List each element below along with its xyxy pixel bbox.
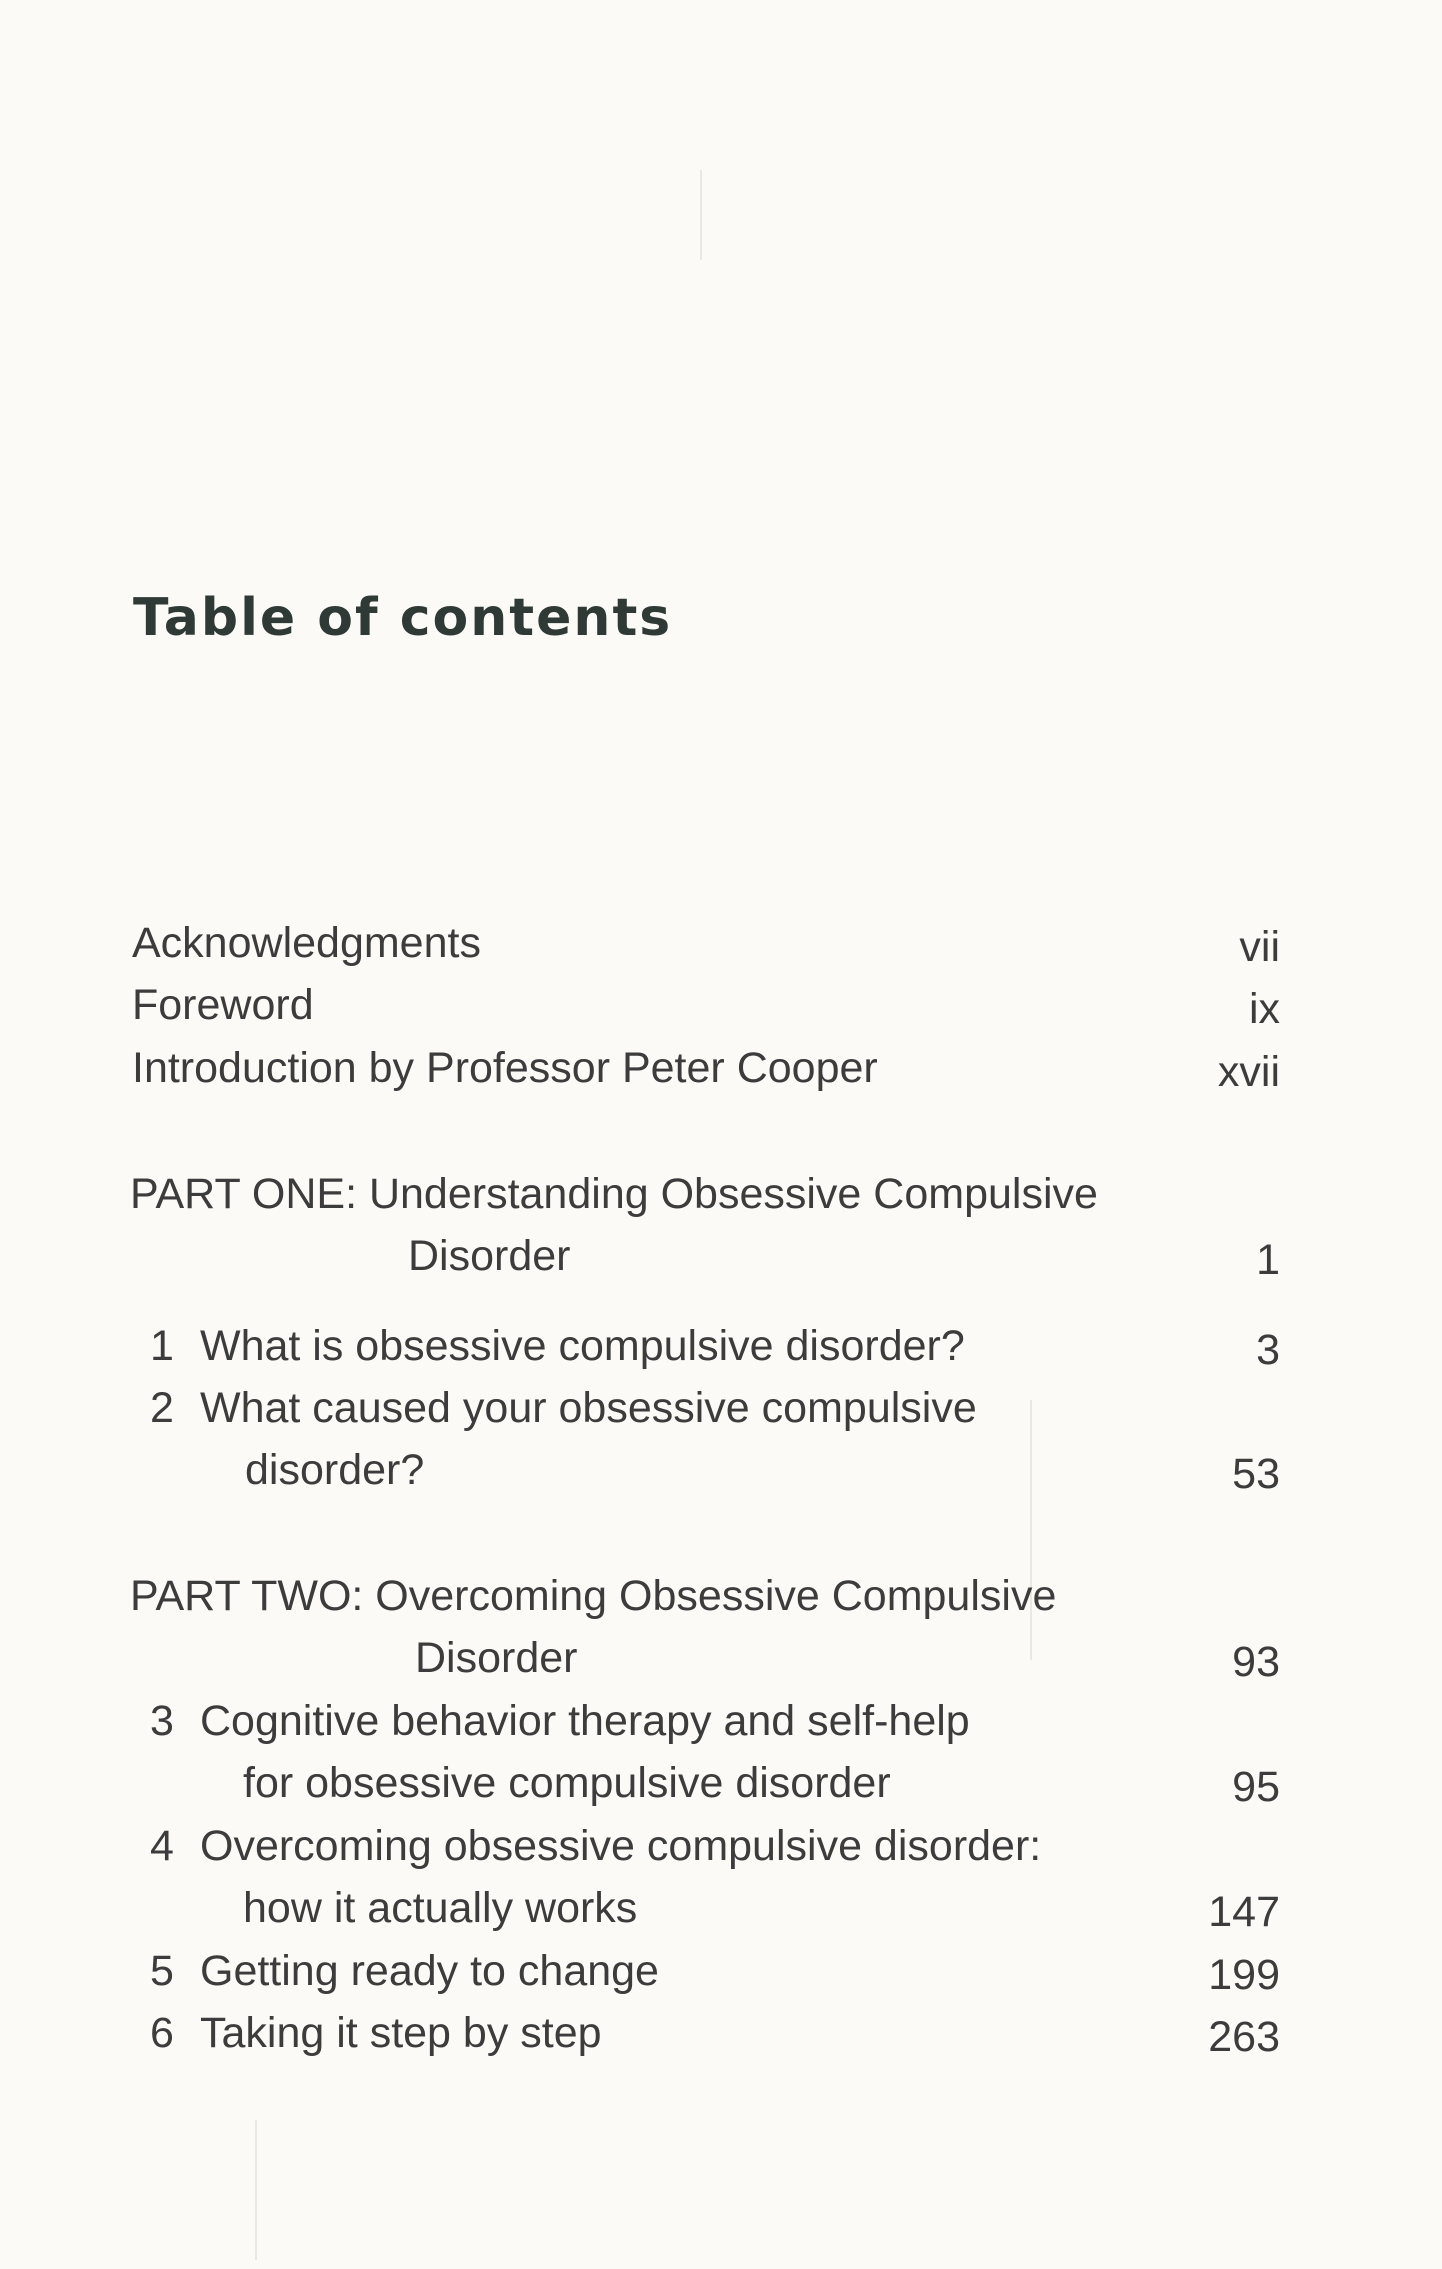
chapter-title: Taking it step by step [200, 2009, 602, 2057]
chapter-title: Getting ready to change [200, 1947, 659, 1995]
toc-chapter-1 [150, 1322, 965, 1370]
toc-page-part-one: 1 [1256, 1236, 1280, 1284]
toc-page-chapter-3: 95 [1232, 1763, 1280, 1811]
toc-part-two-heading-cont: Disorder [415, 1634, 578, 1682]
toc-page-chapter-2: 53 [1232, 1450, 1280, 1498]
toc-page-introduction: xvii [1217, 1048, 1280, 1096]
toc-page-chapter-1: 3 [1256, 1326, 1280, 1374]
toc-part-one-heading-cont: Disorder [408, 1232, 571, 1280]
chapter-number: 4 [150, 1822, 174, 1870]
toc-chapter-3 [150, 1697, 970, 1745]
chapter-number: 5 [150, 1947, 174, 1995]
chapter-number: 2 [150, 1384, 174, 1432]
toc-chapter-5 [150, 1947, 659, 1995]
chapter-number: 1 [150, 1322, 174, 1370]
toc-part-two-heading: PART TWO: Overcoming Obsessive Compulsive [130, 1572, 1057, 1620]
toc-entry-foreword: Foreword [132, 981, 314, 1029]
chapter-number: 6 [150, 2009, 174, 2057]
chapter-title: What caused your obsessive compulsive [200, 1384, 977, 1432]
toc-chapter-2-cont: disorder? [245, 1446, 425, 1494]
toc-page-part-two: 93 [1232, 1638, 1280, 1686]
toc-chapter-4 [150, 1822, 1042, 1870]
toc-page-chapter-5: 199 [1208, 1951, 1280, 1999]
chapter-title: What is obsessive compulsive disorder? [200, 1322, 965, 1370]
toc-entry-introduction: Introduction by Professor Peter Cooper [132, 1044, 878, 1092]
page-title: Table of contents [133, 588, 673, 648]
toc-chapter-6 [150, 2009, 602, 2057]
toc-entry-acknowledgments: Acknowledgments [132, 919, 481, 967]
toc-chapter-2 [150, 1384, 977, 1432]
scan-artifact-line [1030, 1400, 1032, 1660]
chapter-number: 3 [150, 1697, 174, 1745]
toc-page-acknowledgments: vii [1239, 923, 1280, 971]
toc-part-one-heading: PART ONE: Understanding Obsessive Compulsive [130, 1170, 1098, 1218]
scan-artifact-line [255, 2120, 257, 2260]
chapter-title: Overcoming obsessive compulsive disorder: [200, 1822, 1042, 1870]
scan-artifact-line [700, 170, 702, 260]
toc-page-chapter-4: 147 [1208, 1888, 1280, 1936]
toc-page-chapter-6: 263 [1208, 2013, 1280, 2061]
toc-chapter-3-cont: for obsessive compulsive disorder [243, 1759, 891, 1807]
chapter-title: Cognitive behavior therapy and self-help [200, 1697, 970, 1745]
toc-page-foreword: ix [1248, 985, 1280, 1033]
toc-chapter-4-cont: how it actually works [243, 1884, 638, 1932]
